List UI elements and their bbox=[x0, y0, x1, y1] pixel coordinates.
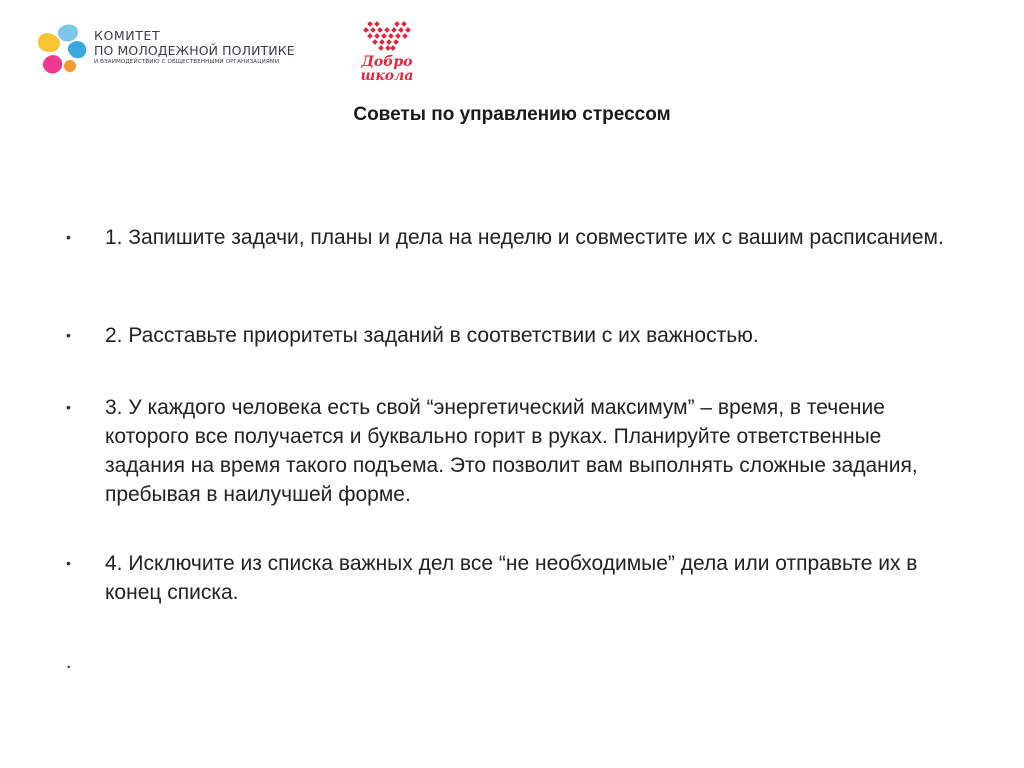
committee-name-line3: И ВЗАИМОДЕЙСТВИЮ С ОБЩЕСТВЕННЫМИ ОРГАНИЗАЦИЯМИ bbox=[94, 59, 280, 65]
trailing-mark: . bbox=[66, 651, 72, 673]
bullet-icon: • bbox=[66, 229, 71, 245]
dobro-word: Добро bbox=[361, 54, 413, 70]
tip-text: 1. Запишите задачи, планы и дела на неделю и совместите их с вашим расписанием. bbox=[105, 226, 944, 249]
tip-text: 4. Исключите из списка важных дел все “не необходимые” дела или отправьте их в конец списка. bbox=[105, 552, 918, 604]
bullet-icon: • bbox=[66, 555, 71, 571]
committee-emblem-icon bbox=[36, 22, 92, 78]
committee-name-line1: КОМИТЕТ bbox=[94, 28, 161, 43]
tip-text: 2. Расставьте приоритеты заданий в соответствии с их важностью. bbox=[105, 324, 759, 347]
dobro-school-logo bbox=[356, 20, 418, 92]
bullet-icon: • bbox=[66, 327, 71, 343]
tip-text: 3. У каждого человека есть свой “энергетический максимум” – время, в течение которого все получается и буквально горит в руках. Планируйте ответственные задания на время такого подъема. Это позволит вам выполнять сложные задания, пребывая в наилучшей форме. bbox=[105, 396, 918, 506]
shkola-word: школа bbox=[360, 68, 414, 84]
bullet-icon: • bbox=[66, 399, 71, 415]
heart-pattern-icon bbox=[362, 20, 412, 54]
committee-logo bbox=[36, 22, 296, 82]
slide-title: Советы по управлению стрессом bbox=[353, 104, 671, 125]
committee-name-line2: ПО МОЛОДЕЖНОЙ ПОЛИТИКЕ bbox=[94, 43, 295, 58]
